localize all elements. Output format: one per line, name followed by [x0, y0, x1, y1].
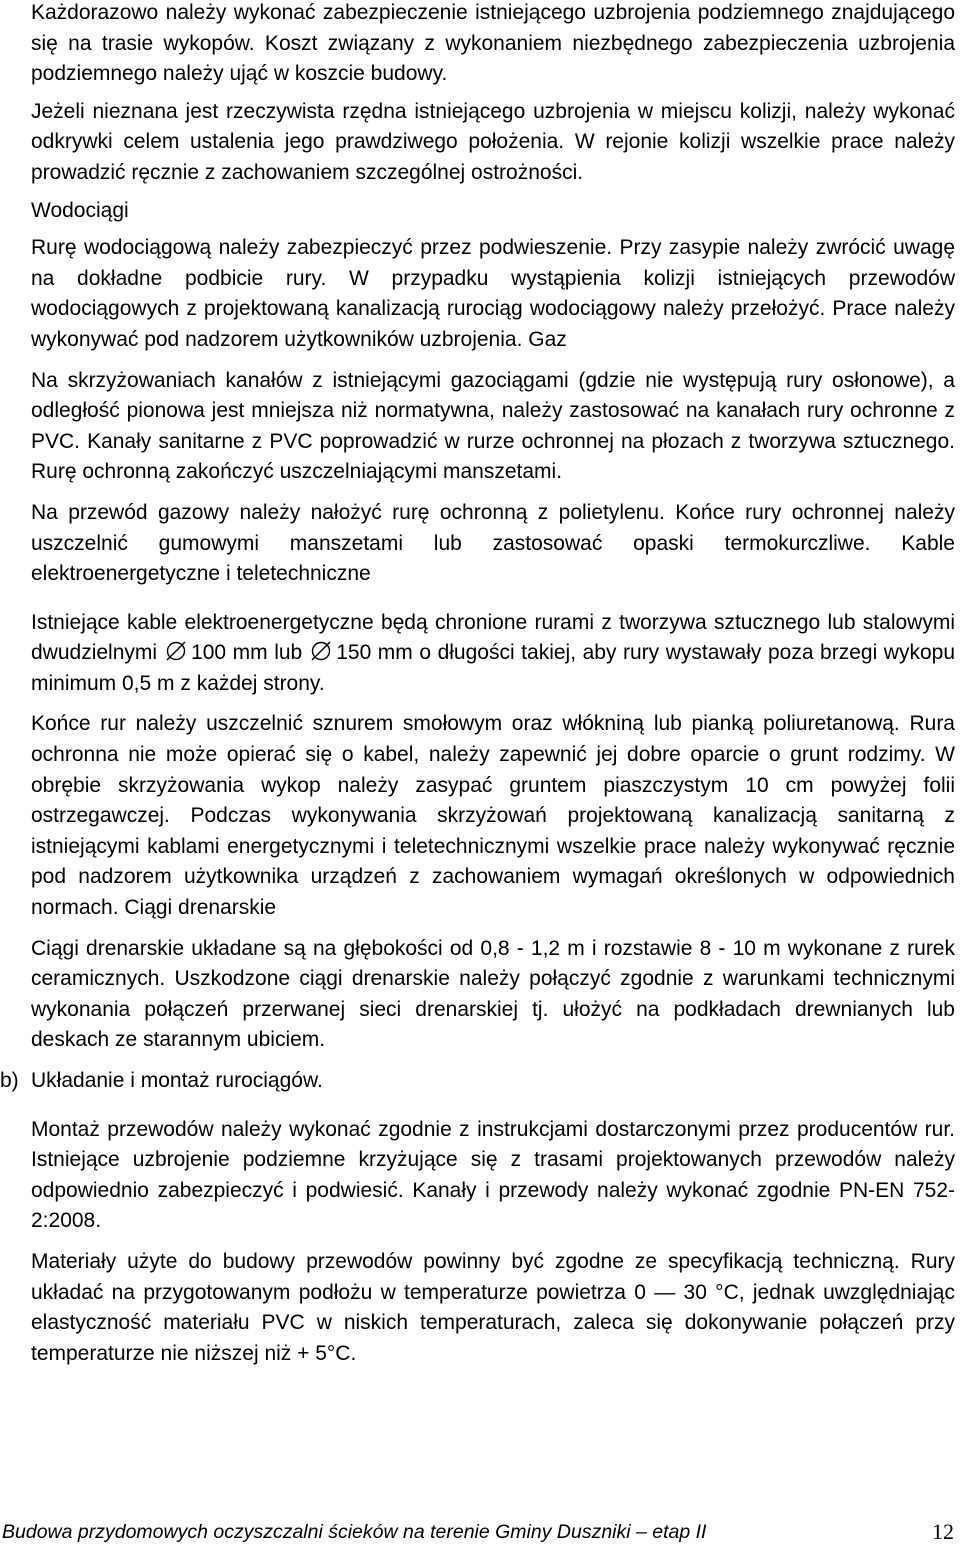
paragraph-existing-utilities: Każdorazowo należy wykonać zabezpieczenie istniejącego uzbrojenia podziemnego znajdującego się na trasie wykopów. Koszt związany z wykonaniem niezbędnego zabezpieczenia uzbrojenia podziemnego należy ująć w koszcie budowy. — [31, 1, 955, 86]
paragraph-water-pipes: Rurę wodociągową należy zabezpieczyć przez podwieszenie. Przy zasypie należy zwrócić uwagę na dokładne podbicie rury. W przypadku wystąpienia kolizji istniejących przewodów wodociągowych z projektowaną kanalizacją rurociąg wodociągowy należy przełożyć. Prace należy wykonywać pod nadzorem użytkowników uzbrojenia. Gaz — [31, 236, 955, 351]
section-heading-water: Wodociągi — [31, 198, 129, 222]
paragraph-cable-sealing: Końce rur należy uszczelnić sznurem smołowym oraz włókniną lub pianką poliuretanową. Rura ochronna nie może opierać się o kabel, należy zapewnić jej dobre oparcie o grunt rodzimy. W obrębie skrzyżowania wykop należy zasypać gruntem piaszczystym 10 cm powyżej folii ostrzegawczej. Podczas wykonywania skrzyżowań projektowaną kanalizacją sanitarną z istniejącymi kablami energetycznymi i teletechnicznymi wszelkie prace należy wykonywać ręcznie pod nadzorem użytkownika urządzeń z zachowaniem wymagań określonych w odpowiednich normach. Ciągi drenarskie — [31, 712, 955, 920]
diameter-symbol-icon — [165, 640, 187, 662]
footer-title: Budowa przydomowych oczyszczalni ścieków na terenie Gminy Duszniki – etap II — [2, 1521, 707, 1543]
list-item-b — [0, 1066, 955, 1097]
paragraph-unknown-elevation: Jeżeli nieznana jest rzeczywista rzędna istniejącego uzbrojenia w miejscu kolizji, należy wykonać odkrywki celem ustalenia jego prawdziwego położenia. W rejonie kolizji wszelkie prace należy prowadzić ręcznie z zachowaniem szczególnej ostrożności. — [31, 99, 955, 184]
page-number: 12 — [932, 1519, 954, 1544]
diameter-symbol-icon — [310, 640, 332, 662]
paragraph-drainage: Ciągi drenarskie układane są na głębokości od 0,8 - 1,2 m i rozstawie 8 - 10 m wykonane z rurek ceramicznych. Uszkodzone ciągi drenarskie należy połączyć zgodnie z warunkami technicznymi wykonania połączeń przerwanej sieci drenarskiej tj. ułożyć na podkładach drewnianych lub deskach ze starannym ubiciem. — [31, 936, 955, 1052]
list-item-text: Układanie i montaż rurociągów. — [31, 1069, 323, 1092]
paragraph-pipe-assembly: Montaż przewodów należy wykonać zgodnie z instrukcjami dostarczonymi przez producentów rur. Istniejące uzbrojenie podziemne krzyżujące się z trasami projektowanych przewodów należy odpowiednio zabezpieczyć i podwiesić. Kanały i przewody należy wykonać zgodnie PN-EN 752-2:2008. — [31, 1117, 955, 1233]
paragraph-cable-protection: Istniejące kable elektroenergetyczne będą chronione rurami z tworzywa sztucznego lub stalowymi dwudzielnymi 100 mm lub 150 mm o długości takiej, aby rury wystawały poza brzegi wykopu minimum 0,5 m z każdej strony. — [31, 610, 955, 695]
paragraph-gas-protection: Na przewód gazowy należy nałożyć rurę ochronną z polietylenu. Końce rury ochronnej należy uszczelnić gumowymi manszetami lub zastosować opaski termokurczliwe. Kable elektroenergetyczne i teletechniczne — [31, 500, 955, 586]
list-marker: b) — [0, 1069, 19, 1092]
paragraph-materials: Materiały użyte do budowy przewodów powinny być zgodne ze specyfikacją techniczną. Rury układać na przygotowanym podłożu w temperaturze powietrza 0 — 30 °C, jednak uwzględniając elastyczność materiału PVC w niskich temperaturach, zaleca się dokonywanie połączeń przy temperaturze nie niższej niż + 5°C. — [31, 1249, 955, 1365]
page-footer — [0, 1520, 960, 1550]
paragraph-gas-crossings: Na skrzyżowaniach kanałów z istniejącymi gazociągami (gdzie nie występują rury osłonowe), a odległość pionowa jest mniejsza niż normatywna, należy zastosować na kanałach rury ochronne z PVC. Kanały sanitarne z PVC poprowadzić w rurze ochronnej na płozach z tworzywa sztucznego. Rurę ochronną zakończyć uszczelniającymi manszetami. — [31, 368, 955, 484]
